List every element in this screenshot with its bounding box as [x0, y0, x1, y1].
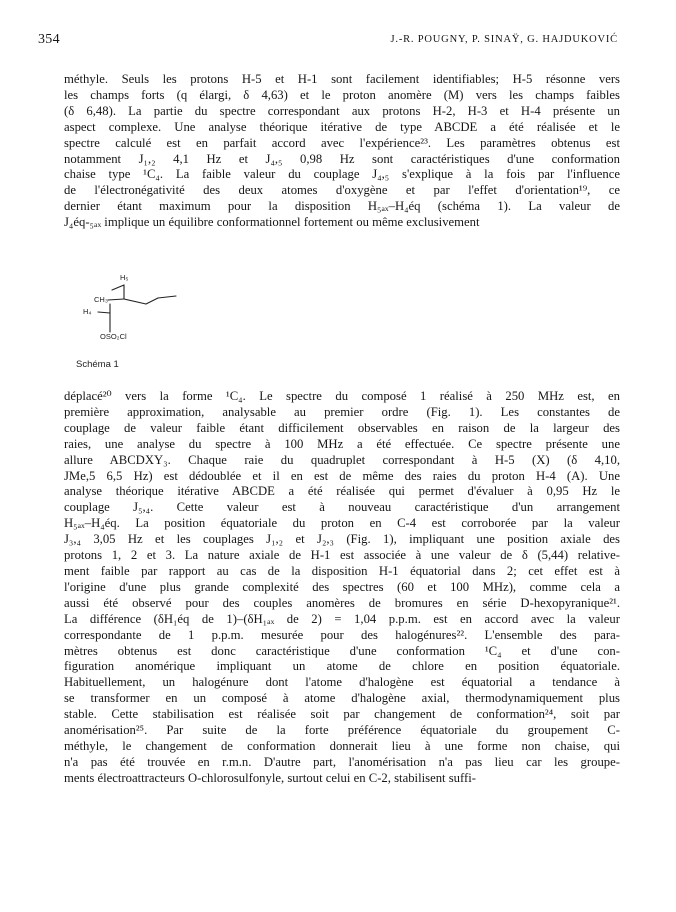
text-line: méthyle, le changement de conformation donnerait lieu à une forme non chaise, qui — [64, 738, 620, 753]
schema-caption: Schéma 1 — [76, 359, 119, 370]
paragraph-after-schema — [64, 389, 620, 787]
text-line: première approximation, analysable au premier ordre (Fig. 1). Les constantes de — [64, 404, 620, 419]
text-line: (δ 6,48). La partie du spectre correspondant aux protons H-2, H-3 et H-4 présente un — [64, 103, 620, 118]
bond-c5-ring-o — [124, 299, 146, 304]
text-line: anomérisation²⁵. Par suite de la forte préférence équatoriale du groupement C- — [64, 723, 620, 738]
text-line: J₄éq-₅ₐₓ implique un équilibre conformationnel fortement ou même exclusivement — [64, 215, 480, 230]
text-line: ments électroattracteurs O-chlorosulfonyle, surtout celui en C-2, stabilisent suffi- — [64, 770, 476, 785]
text-line: Habituellement, un halogénure dont l'atome d'halogène est équatorial a tendance à — [64, 675, 620, 690]
label-ch3: CH₃ — [94, 295, 108, 304]
running-head-authors: J.-R. POUGNY, P. SINAŸ, G. HAJDUKOVIĆ — [390, 34, 618, 45]
text-line: déplacé²⁰ vers la forme ¹C₄. Le spectre du composé 1 réalisé à 250 MHz est, en — [64, 389, 620, 403]
label-oso2cl: OSO₂Cl — [100, 332, 127, 341]
text-line: couplage J₅,₄. Cette valeur est à nouveau caractéristique d'un arrangement — [64, 500, 620, 515]
text-line: méthyle. Seuls les protons H-5 et H-1 sont facilement identifiables; H-5 résonne vers — [64, 72, 620, 86]
schema-1-structure — [74, 262, 214, 362]
bond-c4-h4 — [98, 312, 110, 313]
text-line: correspondante de 1 p.p.m. mesurée pour des halogénures²². L'ensemble des para- — [64, 627, 620, 642]
text-line: dernier étant maximum pour la disposition H₅ₐₓ–H₄éq (schéma 1). La valeur de — [64, 199, 620, 214]
label-h4: H₄ — [83, 307, 92, 316]
text-line: figuration anomérique impliquant un atome de chlore en position équatoriale. — [64, 659, 620, 674]
text-line: aussi été observé pour des couples anomères de bromures en série D-hexopyranique²¹. — [64, 595, 620, 610]
text-line: spectre calculé est en parfait accord avec l'expérience²³. Les paramètres obtenus est — [64, 135, 620, 150]
text-line: raies, une analyse du spectre à 100 MHz a été effectuée. Ce spectre présente une — [64, 436, 620, 451]
bond-c1-substituent — [158, 296, 176, 298]
bond-ch3-c5 — [108, 299, 124, 300]
label-h5: H₅ — [120, 273, 129, 282]
text-line: mètres obtenus est donc caractéristique d'une conformation ¹C₄ et d'une con- — [64, 643, 620, 658]
paragraph-before-schema — [64, 72, 620, 231]
text-line: JMe,5 6,5 Hz) est dédoublée et il en est de même des raies du proton H-4 (A). Une — [64, 468, 620, 483]
text-line: La différence (δH₁éq de 1)–(δH₁ₐₓ de 2) = 1,04 p.p.m. est en accord avec la valeur — [64, 611, 620, 626]
text-line: se transformer en un composé à atome d'halogène axial, thermodynamiquement plus — [64, 691, 620, 706]
text-line: les champs forts (q élargi, δ 4,63) et le proton anomère (M) vers les champs faibles — [64, 87, 620, 102]
text-line: J₃,₄ 3,05 Hz et les couplages J₁,₂ et J₂,₃ (Fig. 1), impliquant une position axiale des — [64, 532, 620, 547]
page-header — [38, 32, 618, 52]
schema-1-bond-drawing — [74, 262, 214, 362]
text-line: analyse théorique itérative ABCDE a été réalisée qui permet d'évaluer à 0,95 Hz le — [64, 484, 620, 499]
bond-ring-o-c1 — [146, 298, 158, 304]
text-line: stable. Cette stabilisation est réalisée soit par changement de conformation²⁴, soit par — [64, 707, 620, 722]
text-line: couplage de valeur faible étant difficilement observables en raison de la largeur des — [64, 420, 620, 435]
text-line: ment faible par rapport au cas de la disposition H-1 équatorial dans 2; cet effet est à — [64, 563, 620, 578]
text-line: l'origine d'une plus grande complexité des spectres (60 et 100 MHz), comme cela a — [64, 579, 620, 594]
text-line: protons 1, 2 et 3. La nature axiale de H-1 est associée à une valeur de δ (5,44) relative- — [64, 548, 620, 563]
text-line: allure ABCDXY₃. Chaque raie du quadruplet correspondant à H-5 (X) (δ 4,10, — [64, 452, 620, 467]
text-line: de l'électronégativité des deux atomes d'oxygène et par l'effet d'orientation¹⁹, ce — [64, 183, 620, 198]
text-line: H₅ₐₓ–H₄éq. La position équatoriale du proton en C-4 est corroborée par la valeur — [64, 516, 620, 531]
text-line: notamment J₁,₂ 4,1 Hz et J₄,₅ 0,98 Hz sont caractéristiques d'une conformation — [64, 151, 620, 166]
text-line: chaise type ¹C₄. La faible valeur du couplage J₄,₅ s'explique à la fois par l'influence — [64, 167, 620, 182]
page-number: 354 — [38, 32, 60, 47]
text-line: n'a pas été trouvée en r.m.n. D'autre part, l'anomérisation n'a pas lieu car les groupe- — [64, 754, 620, 769]
bond-c5-h5 — [112, 285, 124, 290]
text-line: aspect complexe. Une analyse théorique itérative de type ABCDE a été réalisée et le — [64, 119, 620, 134]
